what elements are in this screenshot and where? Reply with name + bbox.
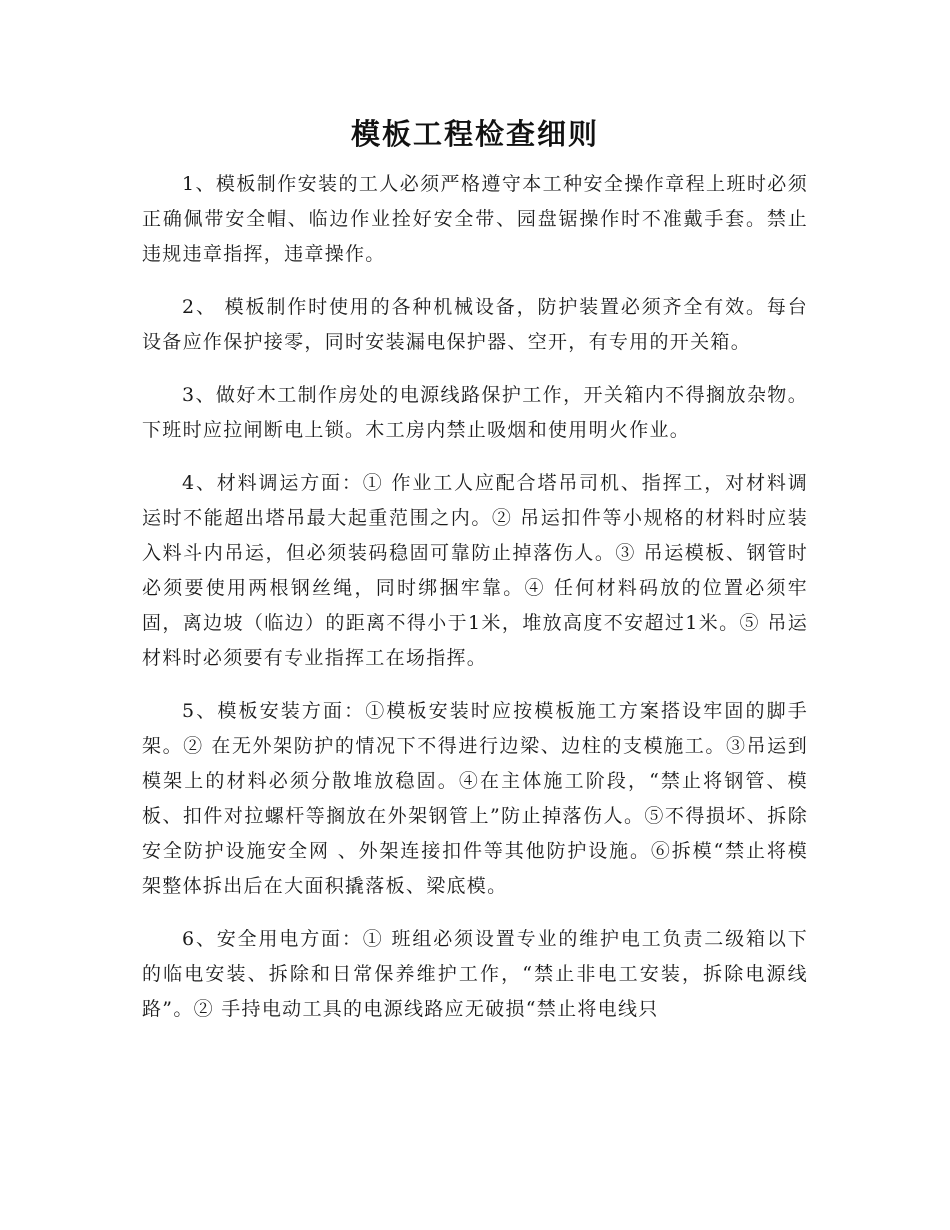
paragraph-2: 2、 模板制作时使用的各种机械设备，防护装置必须齐全有效。每台设备应作保护接零，同时安装漏电保护器、空开，有专用的开关箱。 <box>142 296 808 353</box>
paragraph-3: 3、做好木工制作房处的电源线路保护工作，开关箱内不得搁放杂物。下班时应拉闸断电上锁。木工房内禁止吸烟和使用明火作业。 <box>142 384 808 441</box>
document-body <box>142 167 808 1045</box>
paragraph-5: 5、模板安装方面：①模板安装时应按模板施工方案搭设牢固的脚手架。② 在无外架防护的情况下不得进行边梁、边柱的支模施工。③吊运到模架上的材料必须分散堆放稳固。④在主体施工阶段，“禁止将钢管、模板、扣件对拉螺杆等搁放在外架钢管上”防止掉落伤人。⑤不得损坏、拆除安全防护设施安全网 、外架连接扣件等其他防护设施。⑥拆模“禁止将模架整体拆出后在大面积撬落板、梁底模。 <box>142 700 808 897</box>
document-title: 模板工程检查细则 <box>350 117 599 151</box>
paragraph-4: 4、材料调运方面：① 作业工人应配合塔吊司机、指挥工，对材料调运时不能超出塔吊最大起重范围之内。② 吊运扣件等小规格的材料时应装入料斗内吊运，但必须装码稳固可靠防止掉落伤人。③ 吊运模板、钢管时必须要使用两根钢丝绳，同时绑捆牢靠。④ 任何材料码放的位置必须牢固，离边坡（临边）的距离不得小于1米，堆放高度不安超过1米。⑤ 吊运材料时必须要有专业指挥工在场指挥。 <box>142 472 808 669</box>
paragraph-1: 1、模板制作安装的工人必须严格遵守本工种安全操作章程上班时必须正确佩带安全帽、临边作业拴好安全带、园盘锯操作时不准戴手套。禁止违规违章指挥，违章操作。 <box>142 173 808 265</box>
paragraph-6: 6、安全用电方面：① 班组必须设置专业的维护电工负责二级箱以下的临电安装、拆除和日常保养维护工作，“禁止非电工安装，拆除电源线路”。② 手持电动工具的电源线路应无破损“禁止将电线只 <box>142 928 808 1020</box>
